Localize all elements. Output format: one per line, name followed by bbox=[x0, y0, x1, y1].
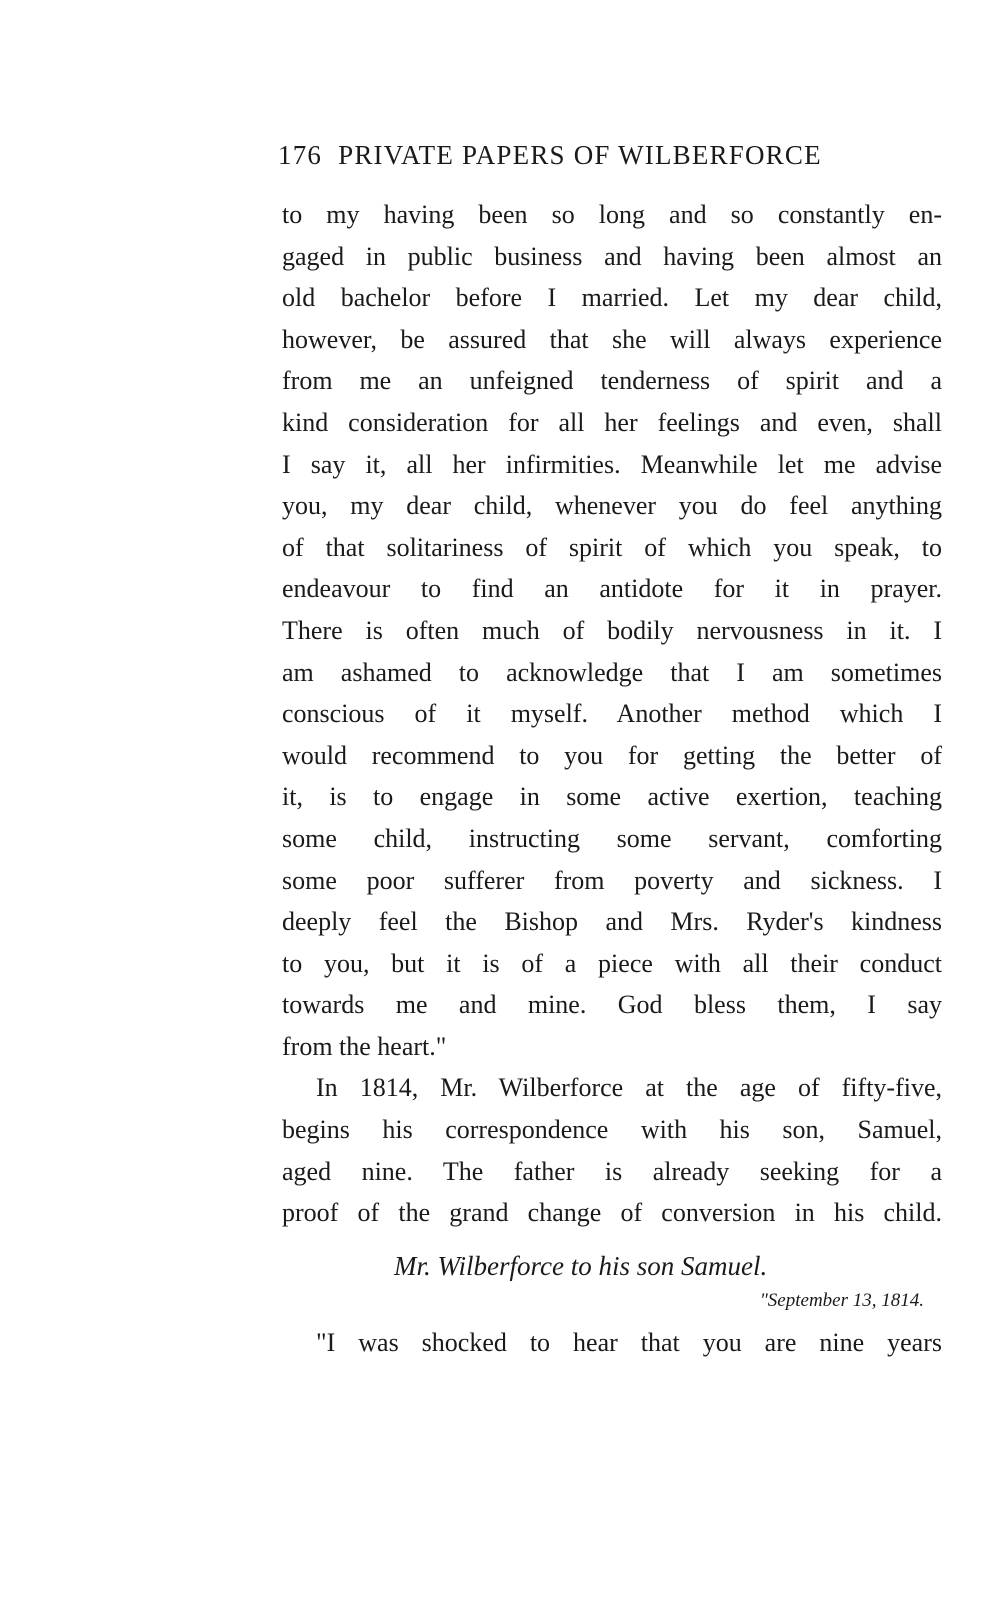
text-line: from the heart." bbox=[282, 1031, 447, 1061]
text-line: some poor sufferer from poverty and sickness. I bbox=[282, 865, 942, 895]
text-line: you, my dear child, whenever you do feel anything bbox=[282, 491, 942, 521]
text-line: would recommend to you for getting the better of bbox=[282, 740, 942, 770]
text-line: it, is to engage in some active exertion, teaching bbox=[282, 782, 942, 812]
text-line: proof of the grand change of conversion in his child. bbox=[282, 1198, 942, 1228]
letter-date: "September 13, 1814. bbox=[759, 1289, 924, 1311]
text-line: begins his correspondence with his son, Samuel, bbox=[282, 1115, 942, 1145]
body-text bbox=[282, 194, 942, 1363]
text-line: gaged in public business and having been almost an bbox=[282, 241, 942, 271]
running-title: PRIVATE PAPERS OF WILBERFORCE bbox=[338, 140, 822, 170]
text-line: towards me and mine. God bless them, I say bbox=[282, 990, 942, 1020]
text-line: to you, but it is of a piece with all their conduct bbox=[282, 948, 942, 978]
text-line: deeply feel the Bishop and Mrs. Ryder's kindness bbox=[282, 907, 942, 937]
text-line: old bachelor before I married. Let my dear child, bbox=[282, 283, 942, 313]
text-line: conscious of it myself. Another method which I bbox=[282, 699, 942, 729]
text-line: from me an unfeigned tenderness of spirit and a bbox=[282, 366, 942, 396]
text-line: In 1814, Mr. Wilberforce at the age of fifty-five, bbox=[316, 1073, 942, 1103]
page-number: 176 bbox=[278, 140, 323, 170]
text-line: of that solitariness of spirit of which you speak, to bbox=[282, 532, 942, 562]
letter-heading: Mr. Wilberforce to his son Samuel. bbox=[394, 1250, 768, 1281]
paragraph-intro-1814 bbox=[282, 1067, 942, 1233]
text-line: endeavour to find an antidote for it in prayer. bbox=[282, 574, 942, 604]
letter-first-line: "I was shocked to hear that you are nine years bbox=[316, 1327, 942, 1357]
letter bbox=[282, 1246, 942, 1364]
paragraph-continuation bbox=[282, 194, 942, 1067]
text-line: There is often much of bodily nervousness in it. I bbox=[282, 615, 942, 645]
text-line: to my having been so long and so constantly en- bbox=[282, 200, 942, 229]
text-line: am ashamed to acknowledge that I am sometimes bbox=[282, 657, 942, 687]
text-line: some child, instructing some servant, comforting bbox=[282, 823, 942, 853]
running-head bbox=[278, 140, 938, 171]
text-line: I say it, all her infirmities. Meanwhile let me advise bbox=[282, 449, 942, 479]
text-line: kind consideration for all her feelings and even, shall bbox=[282, 407, 942, 437]
text-line: aged nine. The father is already seeking for a bbox=[282, 1156, 942, 1186]
text-line: however, be assured that she will always experience bbox=[282, 324, 942, 354]
